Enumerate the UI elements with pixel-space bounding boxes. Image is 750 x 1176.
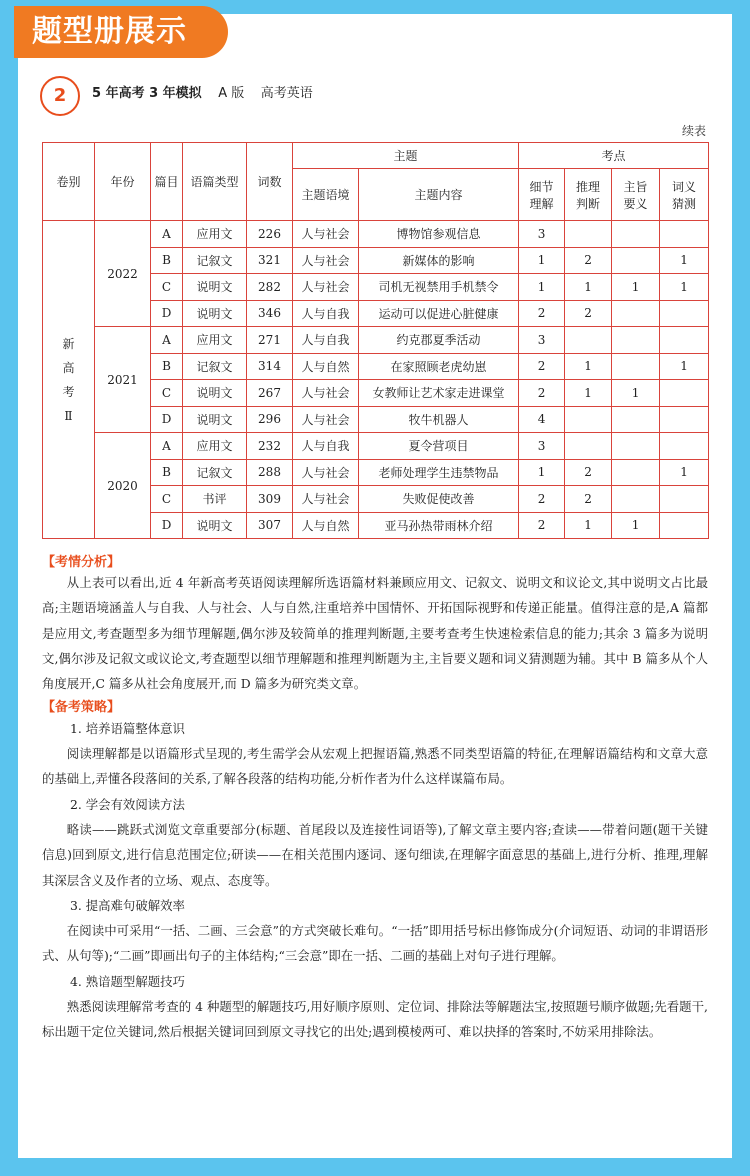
table-cell: 人与社会 [293, 247, 359, 274]
table-cell [612, 247, 660, 274]
table-cell: 2 [519, 353, 565, 380]
table-cell [612, 486, 660, 513]
table-cell: 1 [660, 247, 709, 274]
strategy-title-2: 2. 学会有效阅读方法 [70, 797, 185, 812]
table-cell: 应用文 [183, 433, 247, 460]
table-cell: 记叙文 [183, 247, 247, 274]
table-cell: 夏令营项目 [359, 433, 519, 460]
table-row [43, 327, 709, 354]
analysis-paragraph: 从上表可以看出,近 4 年新高考英语阅读理解所选语篇材料兼顾应用文、记叙文、说明文和议论文,其中说明文占比最高;主题语境涵盖人与自我、人与社会、人与自然,注重培养中国情怀、开拓国际视野和传递正能量。值得注意的是,A 篇都是应用文,考查题型多为细节理解题,偶尔涉及较简单的推理判断题,主要考查考生快速检索信息的能力;其余 3 篇多为说明文,偶尔涉及记叙文或议论文,考查题型以细节理解题和推理判断题为主,主旨要义题和词义猜测题为辅。其中 B 篇多从个人角度展开,C 篇多从社会角度展开,而 D 篇多为研究类文章。 [42, 575, 708, 692]
header-word-meaning: 词义 猜测 [660, 169, 709, 221]
table-row [43, 221, 709, 248]
table-cell: 314 [247, 353, 293, 380]
table-row [43, 433, 709, 460]
table-cell: 1 [660, 274, 709, 301]
table-cell [565, 221, 612, 248]
table-cell: 人与社会 [293, 406, 359, 433]
table-cell: D [151, 406, 183, 433]
table-cell: 说明文 [183, 274, 247, 301]
table-cell: 346 [247, 300, 293, 327]
table-cell: A [151, 433, 183, 460]
table-cell: 2 [565, 247, 612, 274]
table-cell: 说明文 [183, 406, 247, 433]
table-cell: 1 [519, 459, 565, 486]
table-cell: 1 [565, 380, 612, 407]
table-cell: 307 [247, 512, 293, 539]
table-cell [660, 221, 709, 248]
table-cell: 牧牛机器人 [359, 406, 519, 433]
table-cell [660, 512, 709, 539]
exam-table [42, 142, 709, 539]
table-cell: C [151, 380, 183, 407]
table-cell: 新媒体的影响 [359, 247, 519, 274]
table-cell: 女教师让艺术家走进课堂 [359, 380, 519, 407]
table-cell: 说明文 [183, 512, 247, 539]
table-cell: 2 [519, 512, 565, 539]
header-theme: 主题 [293, 143, 519, 169]
table-cell [612, 433, 660, 460]
header-juan: 卷别 [43, 143, 95, 221]
table-cell: 2 [565, 300, 612, 327]
header-type: 语篇类型 [183, 143, 247, 221]
header-inference: 推理 判断 [565, 169, 612, 221]
table-cell: 282 [247, 274, 293, 301]
table-cell: 1 [612, 512, 660, 539]
table-cell: 1 [565, 512, 612, 539]
table-cell: 1 [565, 274, 612, 301]
table-cell [660, 433, 709, 460]
table-cell: 人与社会 [293, 459, 359, 486]
table-cell: 博物馆参观信息 [359, 221, 519, 248]
juan-char: 高 [62, 360, 75, 375]
table-cell: 309 [247, 486, 293, 513]
table-cell [660, 380, 709, 407]
page-number: 2 [40, 76, 80, 116]
table-cell: 2 [519, 300, 565, 327]
juan-char: 考 [62, 384, 75, 399]
year-cell: 2021 [95, 327, 151, 433]
year-cell: 2022 [95, 221, 151, 327]
header-year: 年份 [95, 143, 151, 221]
section-banner: 题型册展示 [14, 6, 228, 58]
table-cell: 1 [612, 380, 660, 407]
table-cell: 288 [247, 459, 293, 486]
table-cell: A [151, 221, 183, 248]
header-pian: 篇目 [151, 143, 183, 221]
table-cell: 2 [519, 486, 565, 513]
table-cell [612, 406, 660, 433]
table-cell: 3 [519, 327, 565, 354]
table-cell [612, 353, 660, 380]
strategy-title-3: 3. 提高难句破解效率 [70, 898, 185, 913]
analysis-heading: 【考情分析】 [42, 555, 121, 570]
table-cell: 1 [612, 274, 660, 301]
table-cell: 老师处理学生违禁物品 [359, 459, 519, 486]
table-cell: A [151, 327, 183, 354]
table-cell: 说明文 [183, 300, 247, 327]
table-cell [612, 459, 660, 486]
table-cell: B [151, 247, 183, 274]
table-cell: 司机无视禁用手机禁令 [359, 274, 519, 301]
strategy-text-3: 在阅读中可采用“一括、二画、三会意”的方式突破长难句。“一括”即用括号标出修饰成分(介词短语、动词的非谓语形式、从句等);“二画”即画出句子的主体结构;“三会意”即在一括、二画的基础上对句子进行理解。 [42, 923, 708, 964]
juan-cell [43, 221, 95, 539]
table-cell: D [151, 300, 183, 327]
table-cell: C [151, 486, 183, 513]
table-cell: 4 [519, 406, 565, 433]
table-cell: 2 [565, 459, 612, 486]
header-content: 主题内容 [359, 169, 519, 221]
table-cell: 约克郡夏季活动 [359, 327, 519, 354]
table-cell: 失败促使改善 [359, 486, 519, 513]
table-cell: 在家照顾老虎幼崽 [359, 353, 519, 380]
table-cell: 232 [247, 433, 293, 460]
header-points: 考点 [519, 143, 709, 169]
book-title-line [92, 82, 313, 101]
table-cell: 人与社会 [293, 274, 359, 301]
header-context: 主题语境 [293, 169, 359, 221]
table-cell [612, 300, 660, 327]
table-cell [565, 406, 612, 433]
table-cell [565, 433, 612, 460]
table-cell: 应用文 [183, 327, 247, 354]
table-cell: 记叙文 [183, 353, 247, 380]
table-cell: 人与社会 [293, 380, 359, 407]
book-subject: 高考英语 [260, 86, 313, 101]
juan-char: Ⅱ [64, 408, 73, 423]
table-cell: 人与社会 [293, 221, 359, 248]
table-cell: 3 [519, 221, 565, 248]
strategy-title-4: 4. 熟谙题型解题技巧 [70, 974, 185, 989]
header-words: 词数 [247, 143, 293, 221]
book-edition: A 版 [218, 86, 245, 101]
table-cell: 1 [660, 459, 709, 486]
table-cell: C [151, 274, 183, 301]
table-cell: D [151, 512, 183, 539]
table-cell: 321 [247, 247, 293, 274]
table-cell [612, 221, 660, 248]
table-cell: 296 [247, 406, 293, 433]
table-cell: 2 [519, 380, 565, 407]
strategy-text-2: 略读——跳跃式浏览文章重要部分(标题、首尾段以及连接性词语等),了解文章主要内容;查读——带着问题(题干关键信息)回到原文,进行信息范围定位;研读——在相关范围内逐词、逐句细读,在理解字面意思的基础上,进行分析、推理,理解其深层含义及作者的立场、观点、态度等。 [42, 822, 708, 888]
book-series: 5 年高考 3 年模拟 [92, 86, 202, 101]
table-cell: 1 [660, 353, 709, 380]
table-cell: 1 [519, 274, 565, 301]
table-cell: 人与社会 [293, 486, 359, 513]
strategy-text-4: 熟悉阅读理解常考查的 4 种题型的解题技巧,用好顺序原则、定位词、排除法等解题法宝,按照题号顺序做题;先看题干,标出题干定位关键词,然后根据关键词回到原文寻找它的出处;遇到模棱两可、难以抉择的答案时,不妨采用排除法。 [42, 999, 708, 1040]
table-cell: 3 [519, 433, 565, 460]
table-cell: 应用文 [183, 221, 247, 248]
table-cell [660, 486, 709, 513]
strategy-title-1: 1. 培养语篇整体意识 [70, 721, 185, 736]
table-cell: B [151, 459, 183, 486]
table-cell: 人与自我 [293, 327, 359, 354]
strategy-text-1: 阅读理解都是以语篇形式呈现的,考生需学会从宏观上把握语篇,熟悉不同类型语篇的特征,在理解语篇结构和文章大意的基础上,弄懂各段落间的关系,了解各段落的结构功能,分析作者为什么这样谋篇布局。 [42, 746, 708, 787]
table-cell [660, 327, 709, 354]
header-detail: 细节 理解 [519, 169, 565, 221]
table-cell: 运动可以促进心脏健康 [359, 300, 519, 327]
table-cell: B [151, 353, 183, 380]
table-cell: 1 [519, 247, 565, 274]
header-main-idea: 主旨 要义 [612, 169, 660, 221]
table-cell: 2 [565, 486, 612, 513]
table-cell [660, 300, 709, 327]
table-cell: 226 [247, 221, 293, 248]
year-cell: 2020 [95, 433, 151, 539]
juan-char: 新 [62, 336, 75, 351]
table-cell: 人与自然 [293, 353, 359, 380]
table-cell [660, 406, 709, 433]
table-cell: 人与自我 [293, 300, 359, 327]
table-cell: 267 [247, 380, 293, 407]
table-cell: 人与自然 [293, 512, 359, 539]
strategy-heading: 【备考策略】 [42, 700, 121, 715]
table-cell: 说明文 [183, 380, 247, 407]
table-cell: 人与自我 [293, 433, 359, 460]
table-cell [565, 327, 612, 354]
table-cell: 记叙文 [183, 459, 247, 486]
table-cell: 亚马孙热带雨林介绍 [359, 512, 519, 539]
continued-label: 续表 [681, 124, 706, 138]
table-cell: 书评 [183, 486, 247, 513]
table-cell: 1 [565, 353, 612, 380]
table-cell: 271 [247, 327, 293, 354]
table-cell [612, 327, 660, 354]
